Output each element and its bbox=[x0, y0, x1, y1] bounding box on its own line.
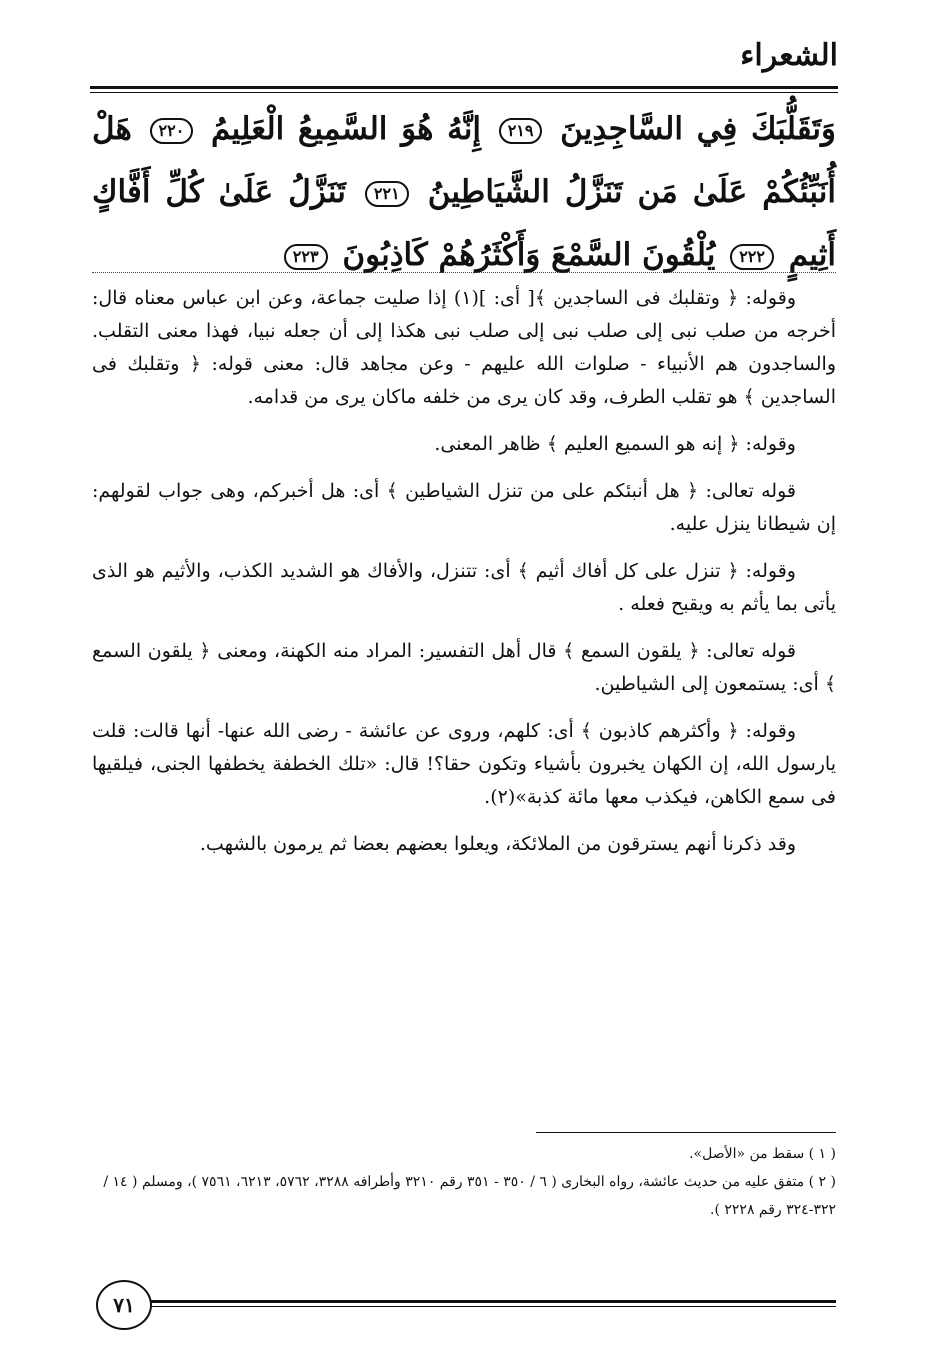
commentary-paragraph: قوله تعالى: ﴿ هل أنبئكم على من تنزل الشياطين ﴾ أى: هل أخبركم، وهى جواب لقولهم: إن شيطانا ينزل عليه. bbox=[92, 480, 836, 535]
surah-title: الشعراء bbox=[740, 38, 838, 73]
verse-number-221: ٢٢١ bbox=[365, 181, 409, 207]
tafsir-commentary bbox=[92, 282, 836, 875]
verse-number-220: ٢٢٠ bbox=[150, 118, 194, 144]
verse-number-219: ٢١٩ bbox=[499, 118, 543, 144]
footnote-2: ( ٢ ) متفق عليه من حديث عائشة، رواه البخارى ( ٦ / ٣٥٠ - ٣٥١ رقم ٣٢١٠ وأطرافه ٣٢٨٨، ٥٧٦٢، ٦٢١٣، ٧٥٦١ )، ومسلم ( ١٤ / ٣٢٢-٣٢٤ رقم ٢٢٢٨ ). bbox=[103, 1174, 836, 1218]
verse-text-220: إِنَّهُ هُوَ السَّمِيعُ الْعَلِيمُ bbox=[210, 111, 481, 147]
header-rule bbox=[90, 86, 838, 93]
quran-verses-block bbox=[92, 98, 836, 287]
commentary-paragraph: وقد ذكرنا أنهم يسترقون من الملائكة، ويعلوا بعضهم بعضا ثم يرمون بالشهب. bbox=[199, 833, 796, 855]
verse-text-219: وَتَقَلُّبَكَ فِي السَّاجِدِينَ bbox=[560, 111, 837, 147]
footnote-separator bbox=[536, 1132, 836, 1133]
footnote-1: ( ١ ) سقط من «الأصل». bbox=[689, 1146, 836, 1162]
footnotes bbox=[92, 1140, 836, 1224]
commentary-paragraph: وقوله: ﴿ وأكثرهم كاذبون ﴾ أى: كلهم، وروى عن عائشة - رضى الله عنها- أنها قالت: قلت يارسول الله، إن الكهان يخبرون بأشياء وتكون حقا؟! قال: «تلك الخطفة يخطفها الجنى، فيلقيها فى سمع الكاهن، فيكذب معها مائة كذبة»(٢). bbox=[92, 720, 836, 808]
commentary-paragraph: وقوله: ﴿ وتقلبك فى الساجدين ﴾[ أى: ](١) إذا صليت جماعة، وعن ابن عباس معناه قال: أخرجه من صلب نبى إلى صلب نبى إلى صلب نبى هكذا إلى أن جعله نبيا، فهذا معنى التقلب. والساجدون هم الأنبياء - صلوات الله عليهم - وعن مجاهد قال: معنى قوله: ﴿ وتقلبك فى الساجدين ﴾ هو تقلب الطرف، وقد كان يرى من خلفه ماكان يرى من قدامه. bbox=[92, 287, 836, 408]
verse-text-222: تَنَزَّلُ عَلَىٰ كُلِّ أَفَّاكٍ أَثِيمٍ bbox=[92, 174, 836, 273]
verse-number-222: ٢٢٢ bbox=[730, 244, 774, 270]
verse-text-221: هَلْ أُنَبِّئُكُمْ عَلَىٰ مَن تَنَزَّلُ الشَّيَاطِينُ bbox=[92, 111, 837, 210]
verses-divider bbox=[92, 272, 836, 273]
page-number: ٧١ bbox=[96, 1280, 152, 1330]
verse-number-223: ٢٢٣ bbox=[284, 244, 328, 270]
verse-text-223: يُلْقُونَ السَّمْعَ وَأَكْثَرُهُمْ كَاذِبُونَ bbox=[342, 237, 716, 273]
commentary-paragraph: وقوله: ﴿ تنزل على كل أفاك أثيم ﴾ أى: تتنزل، والأفاك هو الشديد الكذب، والأثيم هو الذى يأتى بما يأثم به ويقبح فعله . bbox=[92, 560, 836, 615]
footer-rule bbox=[150, 1300, 836, 1307]
commentary-paragraph: قوله تعالى: ﴿ يلقون السمع ﴾ قال أهل التفسير: المراد منه الكهنة، ومعنى ﴿ يلقون السمع ﴾ أى: يستمعون إلى الشياطين. bbox=[92, 640, 836, 695]
commentary-paragraph: وقوله: ﴿ إنه هو السميع العليم ﴾ ظاهر المعنى. bbox=[434, 433, 796, 455]
